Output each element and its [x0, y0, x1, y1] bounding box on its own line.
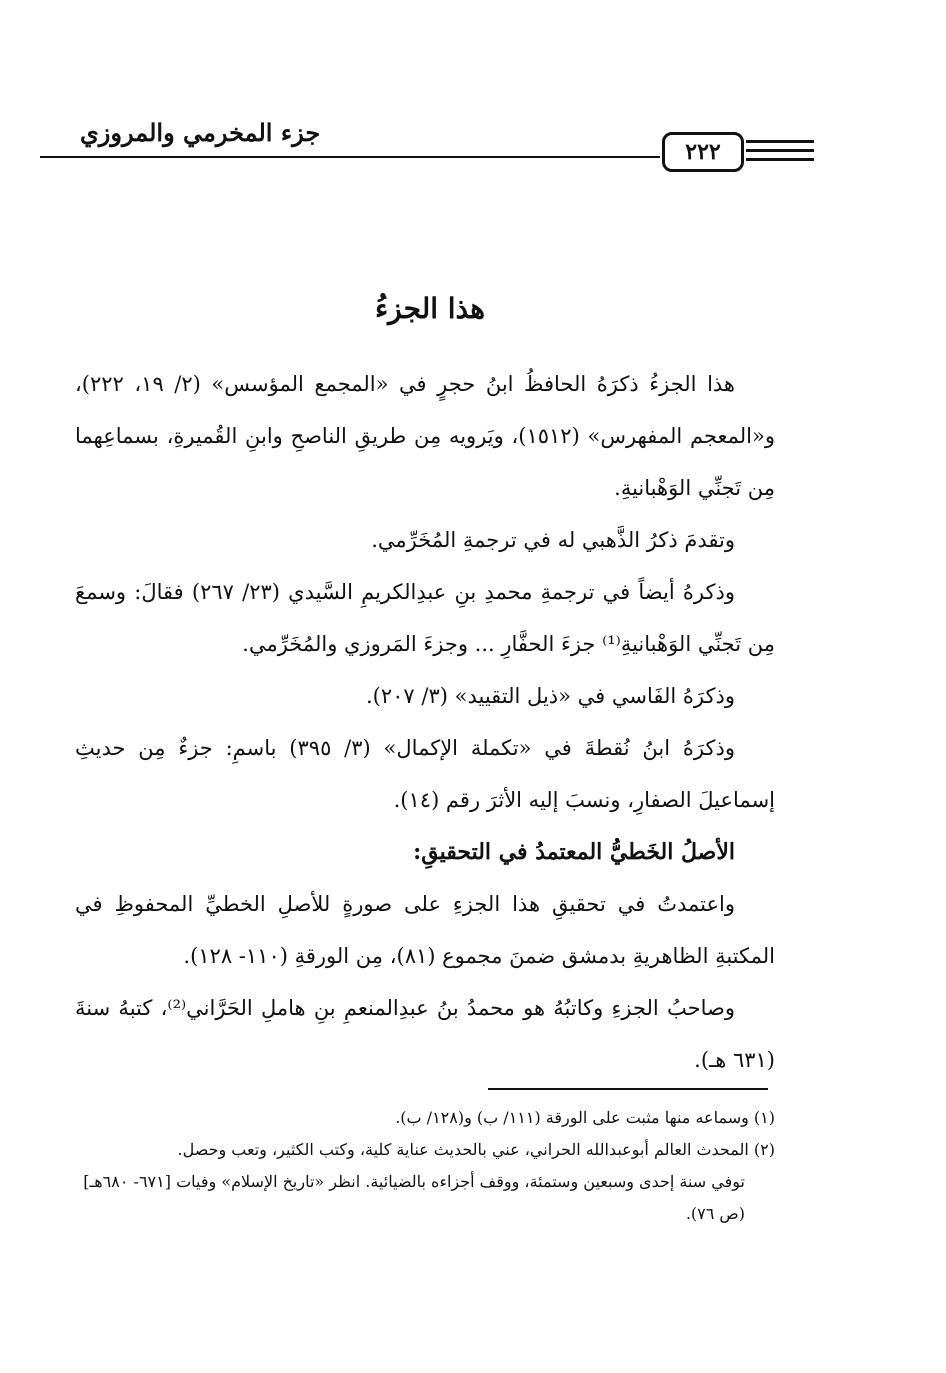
running-header [40, 118, 790, 178]
paragraph: واعتمدتُ في تحقيقِ هذا الجزءِ على صورةٍ للأصلِ الخطيِّ المحفوظِ في المكتبةِ الظاهريةِ بدمشق ضمنَ مجموع (٨١)، مِن الورقةِ (١١٠- ١٢٨). [75, 892, 775, 968]
paragraph: وذكرَهُ الفَاسي في «ذيل التقييد» (٣/ ٢٠٧). [366, 684, 735, 708]
header-rule [40, 156, 660, 158]
footnote: (٢) المحدث العالم أبوعبدالله الحراني، عني بالحديث عناية كلية، وكتب الكثير، وتعب وحصل. [177, 1140, 775, 1159]
page-number: ٢٢٢ [662, 132, 744, 172]
header-ornament [746, 140, 814, 167]
paragraph: وذكرهُ أيضاً في ترجمةِ محمدِ بنِ عبدِالكريمِ السَّيدي (٢٣/ ٢٦٧) فقالَ: وسمعَ مِن تَجنِّي الوَهْبانيةِ⁽¹⁾ جزءَ الحفَّارِ ... وجزءَ المَروزي والمُخَرِّمي. [75, 580, 775, 656]
footnote-rule [488, 1088, 768, 1090]
paragraph: هذا الجزءُ ذكرَهُ الحافظُ ابنُ حجرٍ في «المجمع المؤسس» (٢/ ١٩، ٢٢٢)، و«المعجم المفهرس» (١٥١٢)، ويَرويه مِن طريقِ الناصحِ وابنِ القُميرةِ، بسماعِهما مِن تَجنِّي الوَهْبانيةِ. [75, 372, 775, 500]
section-title: هذا الجزءُ [375, 292, 485, 325]
footnote: (١) وسماعه منها مثبت على الورقة (١١١/ ب) و(١٢٨/ ب). [395, 1108, 775, 1127]
body-text [75, 358, 775, 1086]
book-title: جزء المخرمي والمروزي [80, 118, 321, 147]
footnotes [75, 1102, 775, 1230]
paragraph: وتقدمَ ذكرُ الذَّهبي له في ترجمةِ المُخَرِّمي. [371, 528, 735, 552]
paragraph: وصاحبُ الجزءِ وكاتبُهُ هو محمدُ بنُ عبدِالمنعمِ بنِ هاملِ الحَرَّاني⁽²⁾، كتبهُ سنةَ (٦٣١ هـ). [75, 996, 775, 1072]
subheading: الأصلُ الخَطيُّ المعتمدُ في التحقيقِ: [413, 839, 735, 865]
paragraph: وذكرَهُ ابنُ نُقطةَ في «تكملة الإكمال» (٣/ ٣٩٥) باسمِ: جزءٌ مِن حديثِ إسماعيلَ الصفارِ، ونسبَ إليه الأثرَ رقم (١٤). [75, 736, 775, 812]
footnote-continuation: توفي سنة إحدى وسبعين وستمئة، ووقف أجزاءه بالضيائية. انظر «تاريخ الإسلام» وفيات [٦٧١- ٦٨٠هـ] (ص ٧٦). [83, 1172, 745, 1223]
